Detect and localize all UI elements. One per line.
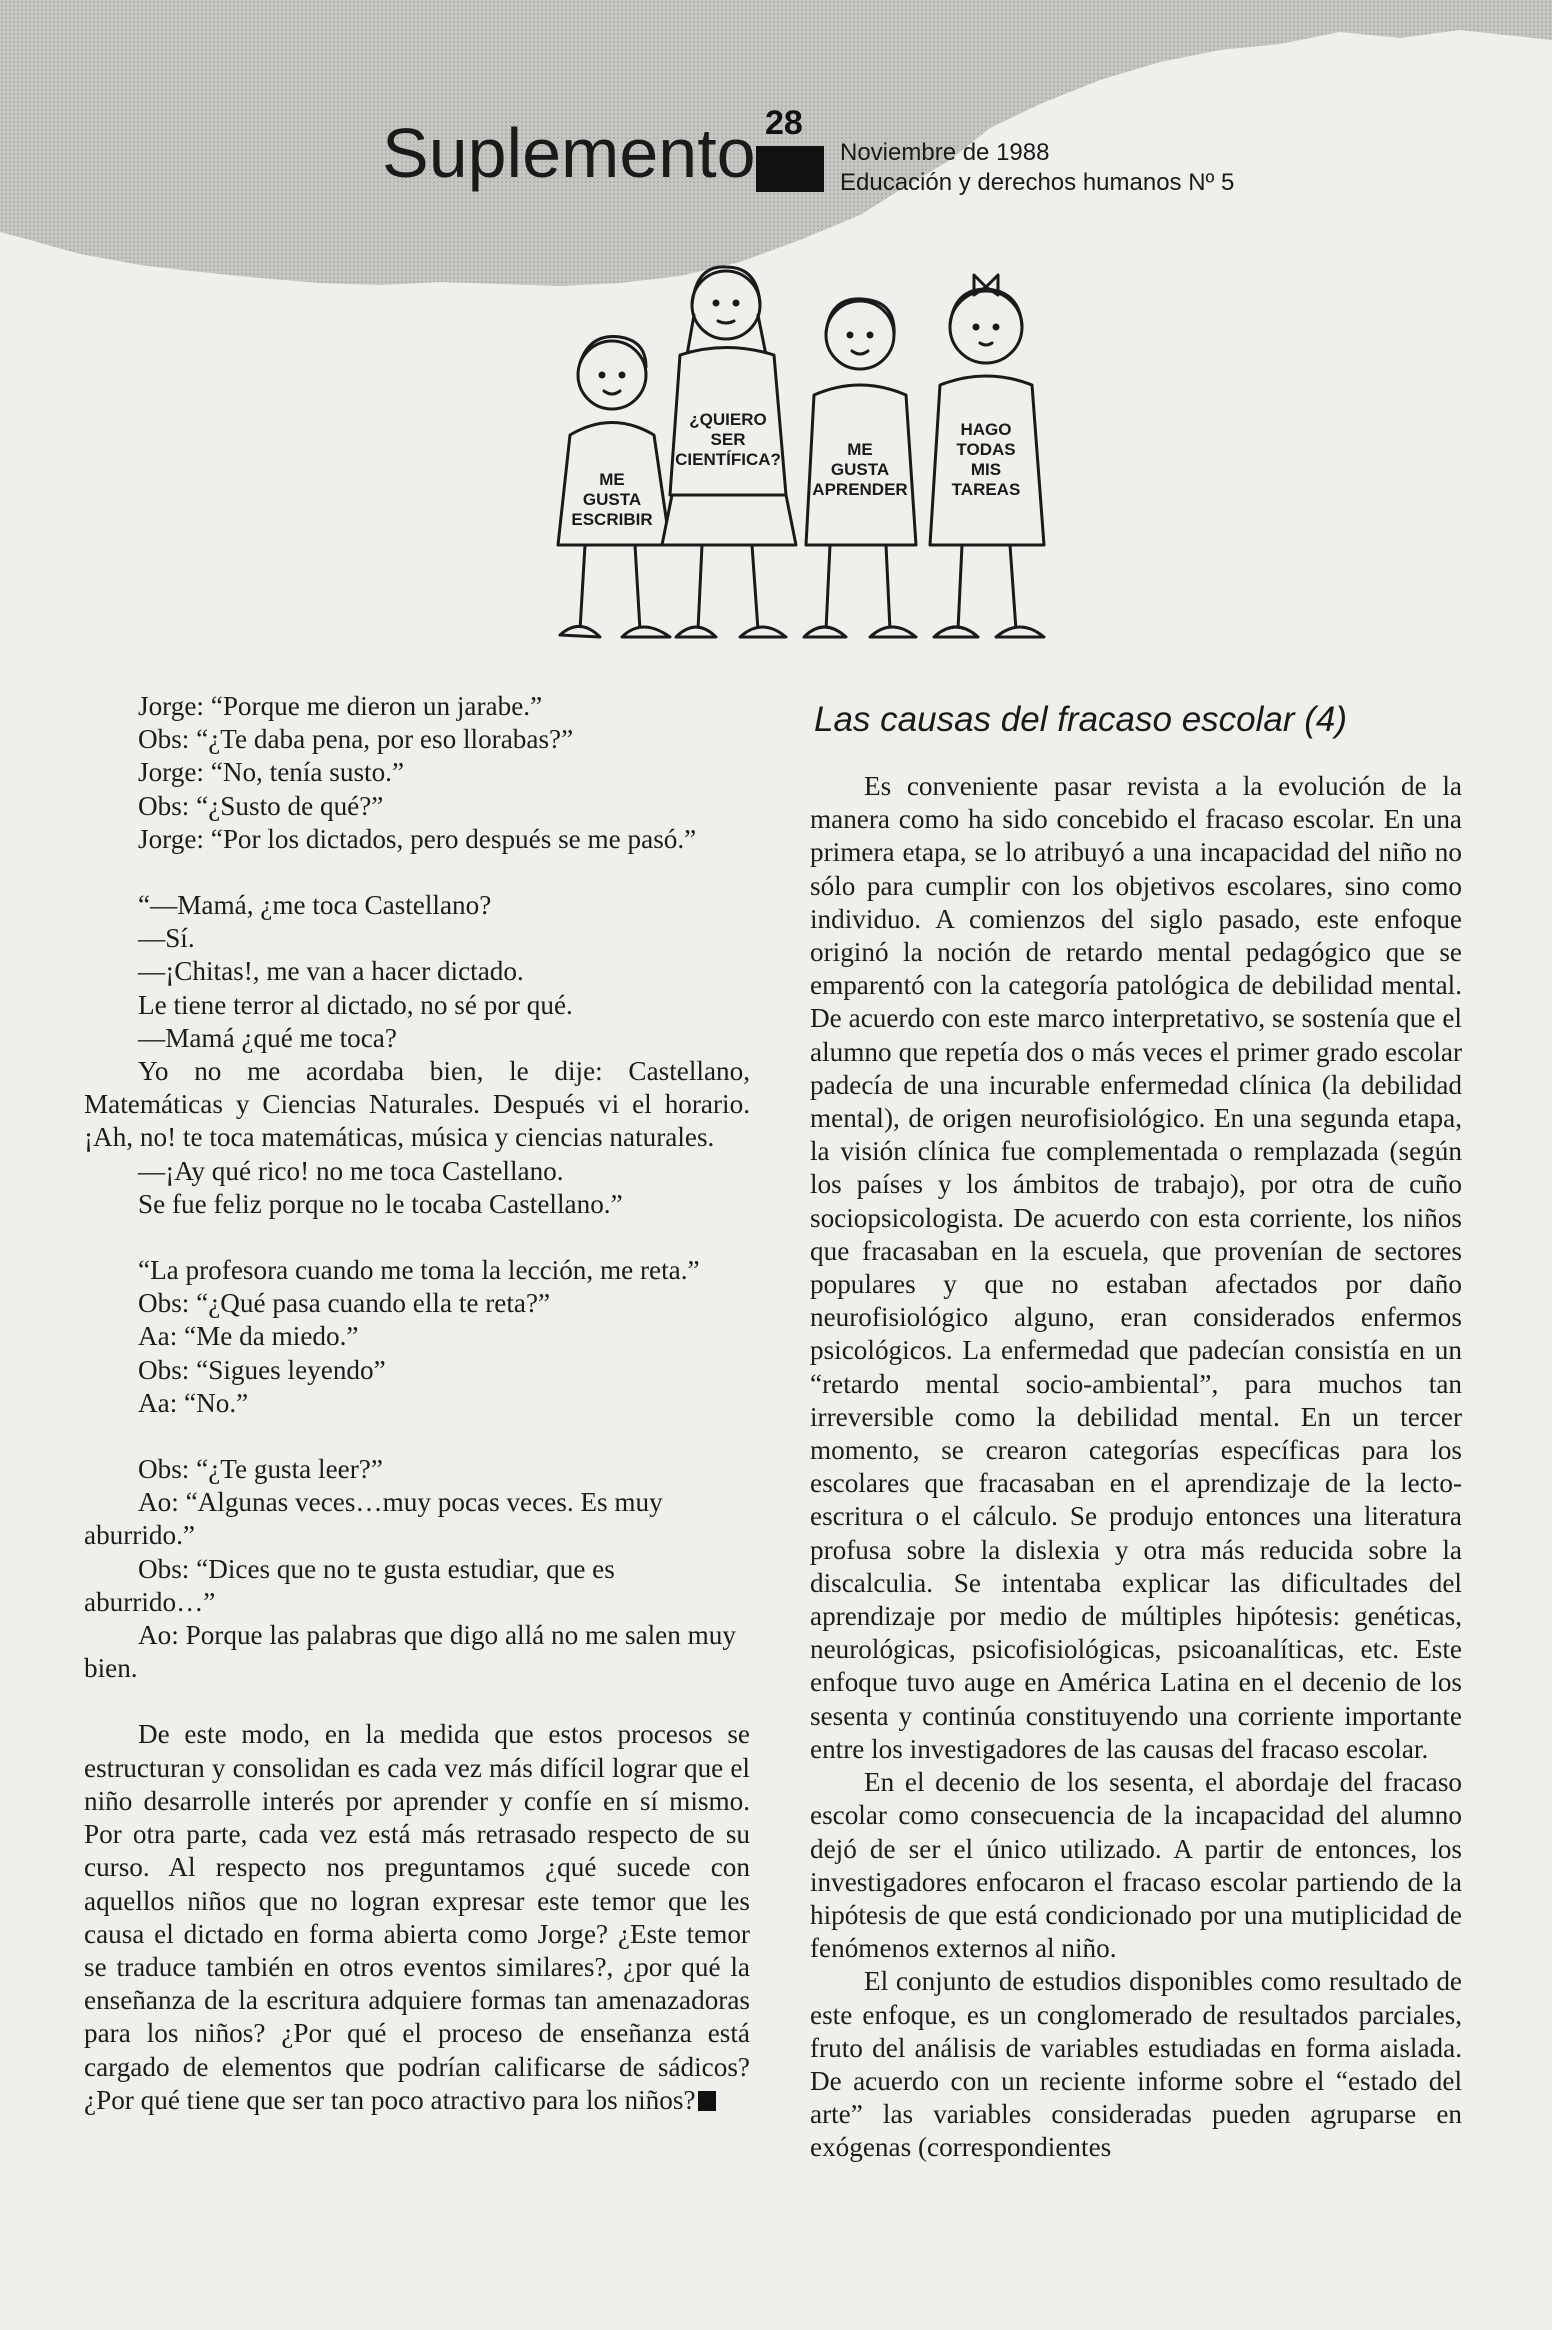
end-of-article-mark [698, 2091, 716, 2111]
dialogue-line: Obs: “¿Te gusta leer?” [138, 1454, 383, 1485]
article-title: Las causas del fracaso escolar (4) [814, 700, 1348, 739]
dialogue-line: Aa: “Me da miedo.” [138, 1321, 359, 1352]
dialogue-line: Jorge: “Porque me dieron un jarabe.” [138, 691, 543, 721]
dialogue-line: “La profesora cuando me toma la lección, me reta.” [138, 1255, 700, 1286]
shirt-2-line-1: ¿QUIERO [689, 410, 767, 429]
dialogue-line: Obs: “Dices que no te gusta estudiar, que es aburrido…” [84, 1553, 615, 1617]
dialogue-line: Obs: “¿Te daba pena, por eso llorabas?” [138, 724, 574, 755]
dialogue-line: Jorge: “Por los dictados, pero después se me pasó.” [138, 823, 697, 854]
dialogue-line: Se fue feliz porque no le tocaba Castellano.” [138, 1188, 623, 1219]
closing-paragraph-text: De este modo, en la medida que estos procesos se estructuran y consolidan es cada vez más difícil lograr que el niño desarrolle interés por aprender y confíe en sí mismo. Por otra parte, cada vez está más retrasado respecto de su curso. Al respecto nos preguntamos ¿qué sucede con aquellos niños que no logran expresar este temor que les causa el dictado en forma abierta como Jorge? ¿Este temor se traduce también en otros eventos similares?, ¿por qué la enseñanza de la escritura adquiere formas tan amenazadoras para los niños? ¿Por qué el proceso de enseñanza está cargado de elementos que podrían calificarse de sádicos? ¿Por qué tiene que ser tan poco atractivo para los niños? [84, 1719, 750, 2115]
dialogue-line: Yo no me acordaba bien, le dije: Castellano, Matemáticas y Ciencias Naturales. Después vi el horario. ¡Ah, no! te toca matemáticas, música y ciencias naturales. [84, 1056, 750, 1153]
article-paragraph: Es conveniente pasar revista a la evolución de la manera como ha sido concebido el fracaso escolar. En una primera etapa, se lo atribuyó a una incapacidad del niño no sólo para cumplir con los objetivos escolares, sino como individuo. A comienzos del siglo pasado, este enfoque originó la noción de retardo mental pedagógico que se emparentó con la categoría patológica de debilidad mental. De acuerdo con este marco interpretativo, se sostenía que el alumno que repetía dos o más veces el primer grado escolar padecía de una incurable enfermedad clínica (la debilidad mental), de origen neurofisiológico. En una segunda etapa, la visión clínica fue complementada o remplazada (según los países y los ámbitos de trabajo), por otra de cuño sociopsicologista. De acuerdo con esta corriente, los niños que fracasaban en la escuela, que provenían de sectores populares y que no estaban afectados por daño neurofisiológico alguno, eran considerados enfermos psicológicos. La enfermedad que padecían consistía en un “retardo mental socio-ambiental”, para muchos tan irreversible como la debilidad mental. En un tercer momento, se crearon categorías específicas para los escolares que fracasaban en el aprendizaje de la lecto-escritura o el cálculo. Se produjo entonces una literatura profusa sobre la dislexia y otra más reducida sobre la discalculia. Se intentaba explicar las dificultades del aprendizaje por medio de múltiples hipótesis: genéticas, neurológicas, psicofisiológicas, psicoanalíticas, etc. Este enfoque tuvo auge en América Latina en el decenio de los sesenta y continúa constituyendo una corriente importante entre los investigadores de las causas del fracaso escolar. [810, 771, 1462, 1764]
dialogue-line: Ao: “Algunas veces…muy pocas veces. Es muy aburrido.” [84, 1487, 663, 1551]
issue-date: Noviembre de 1988 [840, 139, 1050, 166]
dialogue-line: Jorge: “No, tenía susto.” [138, 757, 405, 788]
dialogue-line: —Sí. [138, 923, 195, 954]
dialogue-line: “—Mamá, ¿me toca Castellano? [138, 890, 492, 921]
left-column [84, 690, 750, 2117]
supplement-title: Suplemento [382, 114, 756, 192]
shirt-3-line-2: GUSTA [830, 460, 890, 479]
children-illustration [530, 245, 1090, 675]
shirt-4-line-2: TODAS [956, 440, 1016, 459]
shirt-4-line-1: HAGO [960, 420, 1012, 439]
dialogue-line: —¡Chitas!, me van a hacer dictado. [138, 956, 524, 987]
article-paragraph: En el decenio de los sesenta, el abordaje del fracaso escolar como consecuencia de la incapacidad del alumno dejó de ser el único utilizado. A partir de entonces, los investigadores enfocaron el fracaso escolar partiendo de la hipótesis de que está condicionado por una mutiplicidad de fenómenos externos al niño. [810, 1767, 1462, 1964]
shirt-4-line-3: MIS [970, 460, 1002, 479]
dialogue-line: Obs: “¿Qué pasa cuando ella te reta?” [138, 1288, 551, 1319]
page-number: 28 [765, 104, 803, 142]
closing-paragraph [84, 1718, 750, 2116]
dialogue-line: —Mamá ¿qué me toca? [138, 1022, 397, 1053]
shirt-2-line-2: SER [710, 430, 746, 449]
shirt-3-line-3: APRENDER [812, 480, 908, 499]
shirt-2-line-3: CIENTÍFICA? [675, 450, 781, 469]
dialogue-line: Ao: Porque las palabras que digo allá no me salen muy bien. [84, 1620, 736, 1684]
right-column [810, 770, 1462, 2165]
dialogue-line: Obs: “Sigues leyendo” [138, 1354, 386, 1385]
dialogue-line: Aa: “No.” [138, 1387, 249, 1418]
shirt-4-line-4: TAREAS [951, 480, 1021, 499]
shirt-1-line-2: GUSTA [582, 490, 642, 509]
dialogue-line: Obs: “¿Susto de qué?” [138, 790, 384, 821]
shirt-1-line-1: ME [599, 470, 625, 489]
article-paragraph: El conjunto de estudios disponibles como resultado de este enfoque, es un conglomerado de resultados parciales, fruto del análisis de variables estudiadas en forma aislada. De acuerdo con un reciente informe sobre el “estado del arte” las variables consideradas pueden agruparse en exógenas (correspondientes [810, 1966, 1462, 2163]
shirt-3-line-1: ME [847, 440, 873, 459]
dialogue-line: Le tiene terror al dictado, no sé por qué. [138, 989, 573, 1020]
header-block-mark [756, 146, 824, 192]
shirt-1-line-3: ESCRIBIR [571, 510, 653, 529]
dialogue-line: —¡Ay qué rico! no me toca Castellano. [138, 1155, 564, 1186]
issue-subtitle: Educación y derechos humanos Nº 5 [840, 169, 1235, 196]
